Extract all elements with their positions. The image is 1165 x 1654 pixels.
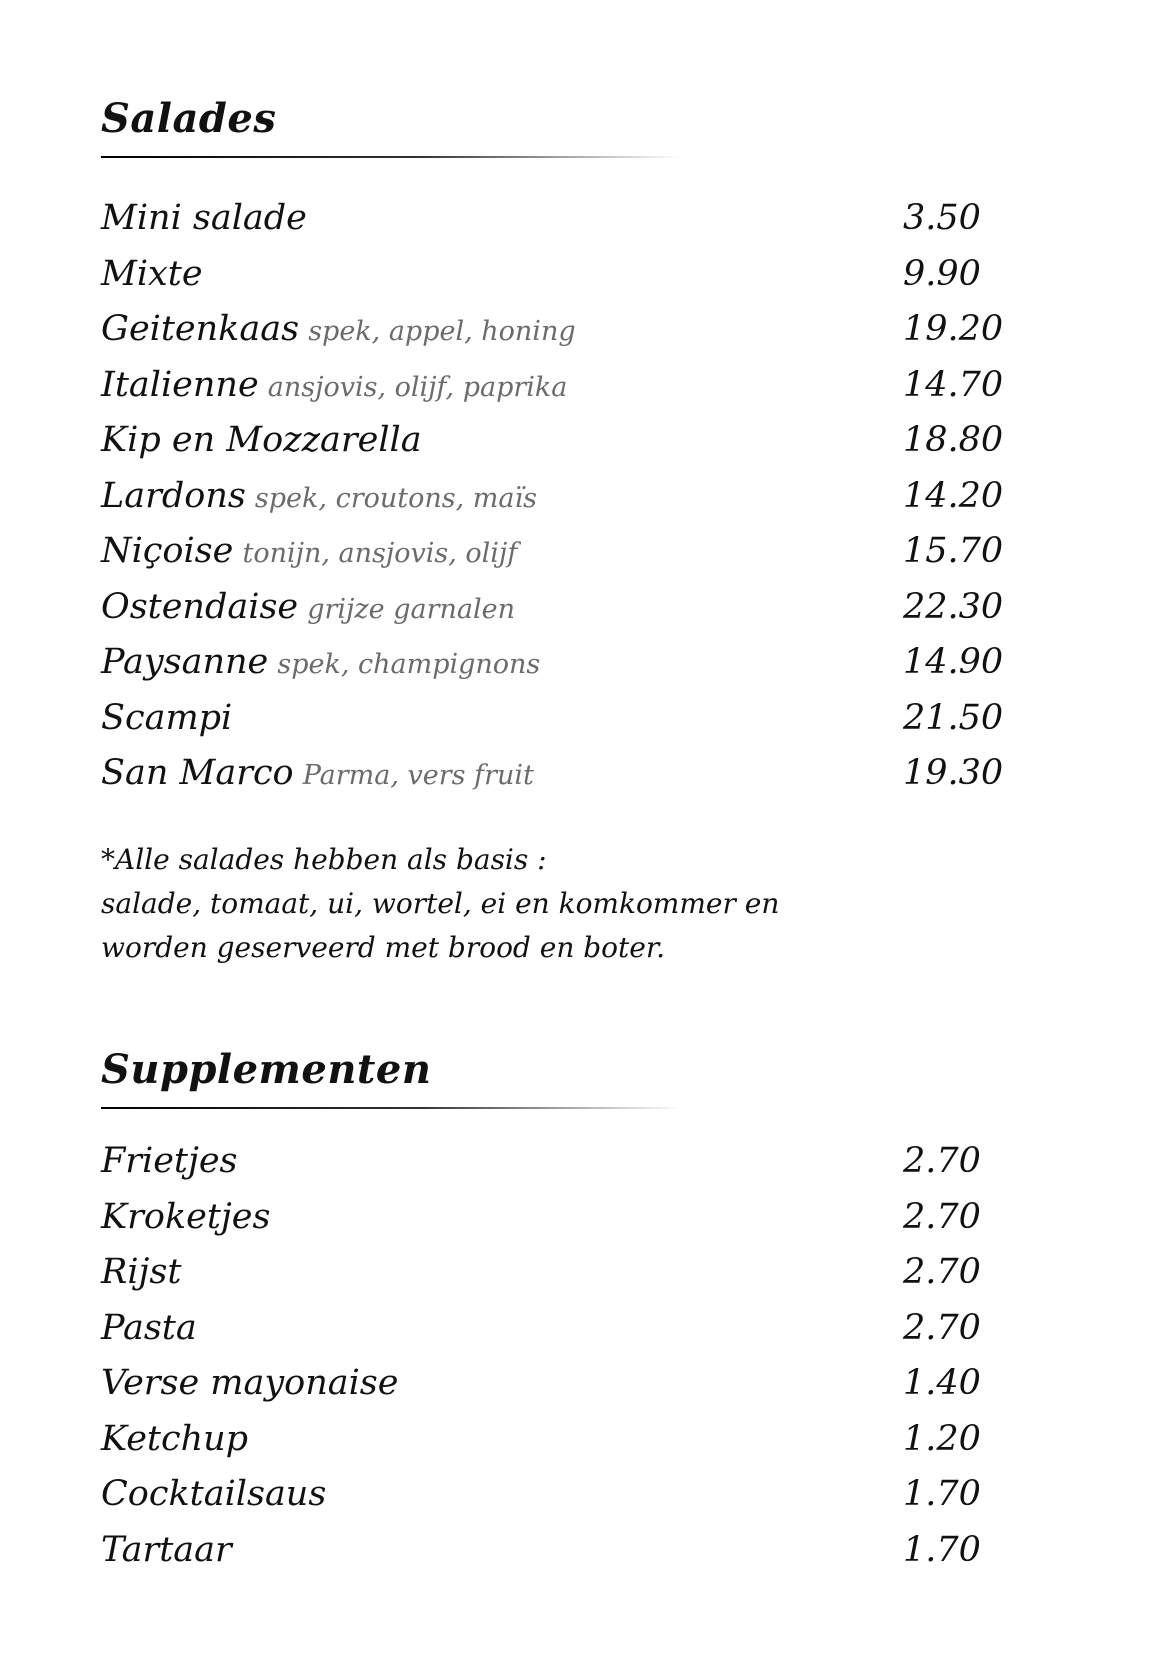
item-name: San Marco (101, 753, 294, 793)
menu-item (101, 302, 1041, 358)
menu-item (101, 524, 1041, 580)
item-name: Verse mayonaise (101, 1363, 399, 1403)
menu-item (101, 1523, 1041, 1579)
note-line: worden geserveerd met brood en boter. (101, 930, 666, 964)
menu-item (101, 358, 1041, 414)
menu-item (101, 746, 1041, 802)
note-line: salade, tomaat, ui, wortel, ei en komkommer en (101, 886, 780, 920)
menu-item (101, 1356, 1041, 1412)
item-name: Kip en Mozzarella (101, 420, 422, 460)
menu-item (101, 1467, 1041, 1523)
item-price: 9.90 (903, 253, 981, 294)
menu-item (101, 691, 1041, 747)
item-name: Geitenkaas (101, 309, 300, 349)
item-price: 14.20 (903, 475, 1004, 516)
item-description: grijze garnalen (307, 593, 515, 625)
menu-item (101, 1245, 1041, 1301)
supplementen-section (101, 1045, 1041, 1578)
menu-item (101, 413, 1041, 469)
item-price: 22.30 (903, 586, 1004, 627)
item-price: 2.70 (903, 1196, 981, 1237)
item-name: Mixte (101, 253, 203, 294)
menu-item (101, 469, 1041, 525)
item-price: 1.40 (903, 1363, 981, 1403)
item-description: Parma, vers fruit (302, 760, 534, 791)
item-name: Tartaar (101, 1529, 232, 1570)
item-name: Cocktailsaus (101, 1474, 327, 1514)
item-name: Lardons (101, 475, 246, 516)
item-description: tonijn, ansjovis, olijf (242, 538, 518, 569)
item-name: Paysanne (101, 642, 269, 682)
item-price: 19.30 (903, 753, 1004, 793)
menu-item (101, 191, 1041, 247)
item-price: 14.70 (903, 364, 1004, 405)
item-price: 19.20 (903, 309, 1004, 349)
salades-divider (101, 156, 681, 158)
item-name: Mini salade (101, 198, 307, 238)
salades-section (101, 94, 1041, 970)
menu-item (101, 1412, 1041, 1468)
item-price: 1.20 (903, 1418, 981, 1459)
item-name: Ketchup (101, 1418, 249, 1459)
item-name: Niçoise (101, 531, 234, 571)
item-name: Frietjes (101, 1141, 238, 1181)
supplementen-title: Supplementen (101, 1046, 432, 1093)
menu-item (101, 1134, 1041, 1190)
item-name: Italienne (101, 364, 259, 405)
item-name: Rijst (101, 1252, 182, 1292)
item-price: 1.70 (903, 1529, 981, 1570)
menu-item (101, 247, 1041, 303)
item-name: Kroketjes (101, 1196, 271, 1237)
item-price: 2.70 (903, 1141, 981, 1181)
item-description: ansjovis, olijf, paprika (267, 371, 568, 403)
menu-item (101, 580, 1041, 636)
salades-title: Salades (101, 95, 277, 142)
item-price: 3.50 (903, 198, 981, 238)
item-price: 18.80 (903, 420, 1004, 460)
item-price: 15.70 (903, 531, 1004, 571)
item-price: 14.90 (903, 642, 1004, 682)
item-description: spek, champignons (277, 649, 541, 680)
salades-note (101, 838, 1041, 970)
menu-item (101, 635, 1041, 691)
item-description: spek, croutons, maïs (254, 482, 537, 514)
note-line: *Alle salades hebben als basis : (101, 842, 547, 876)
supplementen-list (101, 1134, 1041, 1578)
item-price: 2.70 (903, 1307, 981, 1348)
menu-item (101, 1190, 1041, 1246)
item-price: 21.50 (903, 697, 1004, 738)
item-price: 2.70 (903, 1252, 981, 1292)
menu-item (101, 1301, 1041, 1357)
salades-list (101, 191, 1041, 802)
supplementen-divider (101, 1107, 681, 1109)
item-name: Ostendaise (101, 586, 299, 627)
item-description: spek, appel, honing (308, 316, 576, 347)
item-price: 1.70 (903, 1474, 981, 1514)
item-name: Pasta (101, 1307, 197, 1348)
item-name: Scampi (101, 697, 233, 738)
